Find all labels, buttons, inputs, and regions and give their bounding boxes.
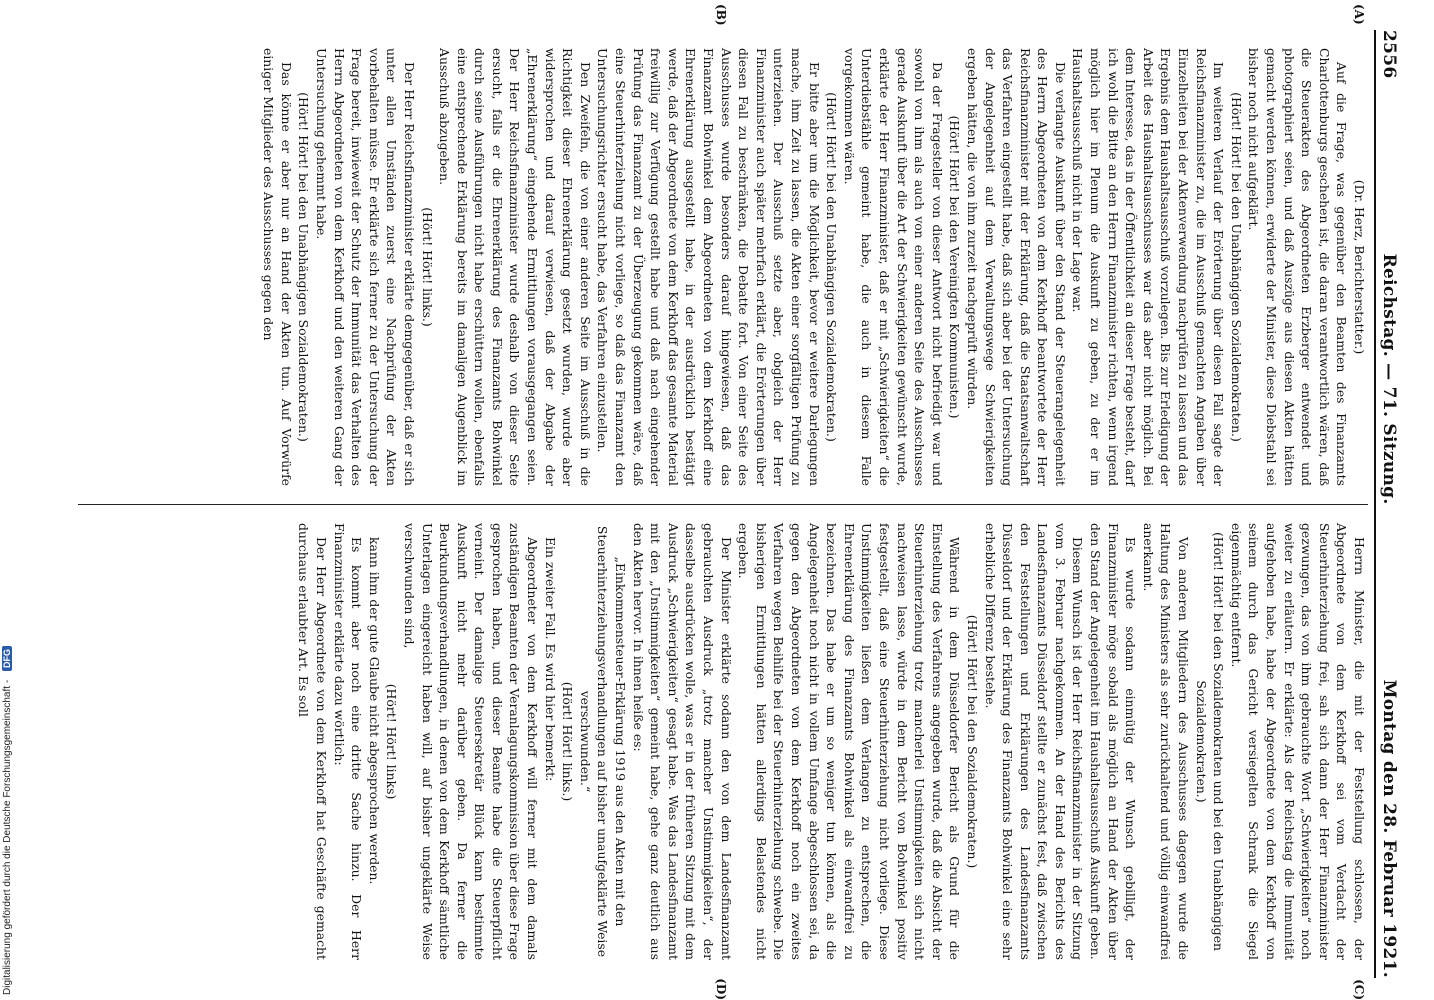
page-header [1374,30,1399,978]
paragraph: Auf die Frage, was gegenüber den Beamten des Finanzamts Charlottenburgs geschehen ist, die daran verantwortlich wären, daß die Steuerakten des Abgeordneten Erzberger entwendet und photographiert seien, und daß Auszüge aus diesen Akten hätten gemacht werden können, erwiderte der Minister, diese Diebstahl sei bisher noch nicht aufgeklärt. [1246,48,1350,486]
left-column [78,30,1368,504]
session-title: Reichstag. — 71. Sitzung. [1379,253,1399,505]
paragraph: Es kommt aber noch eine dritte Sache hinzu. Der Herr Finanzminister erklärte dazu wörtlich: [331,523,365,960]
paragraph: (Hört! Hört! bei den Sozialdemokraten und bei den Unabhängigen Sozialdemokraten.) [1193,531,1227,952]
paragraph: Von anderen Mitgliedern des Ausschusses dagegen wurde die Haltung des Ministers als sehr zurückhaltend und völlig einwandfrei anerkannt. [1140,523,1192,960]
paragraph: Es wurde sodann einmütig der Wunsch gebilligt, der Finanzminister möge sobald als möglich an Hand der Akten über den Stand der Angelegenheit im Haushaltsausschuß Auskunft geben. [1088,523,1139,960]
paragraph: Da der Fragesteller von dieser Antwort nicht befriedigt war und sowohl von ihm als auch von einer anderen Seite des Ausschusses gerade Auskunft über die Art der Schwierigkeiten gewünscht wurde, erklärte der Herr Finanzminister, daß er mit „Schwierigkeiten“ die Unterdiebstähle gemeint habe, die auch in diesem Falle vorgekommen wären. [841,48,945,486]
paragraph: Das könne er aber nur an Hand der Akten tun. Auf Vorwürfe einiger Mitglieder des Ausschusses gegen den [261,48,294,486]
digitization-credit [2,646,13,995]
margin-marker-d: (D) [714,978,728,1000]
paragraph: Diesem Wunsch ist der Herr Reichsfinanzminister in der Sitzung vom 3. Februar nachgekommen. An der Hand des Berichts des Landesfinanzamts Düsseldorf stellte er zunächst fest, daß zwischen den Feststellungen und Erklärungen des Landesfinanzamts Düsseldorf und der Erklärung des Finanzamts Bohwinkel eine sehr erhebliche Differenz bestehe. [982,523,1086,960]
text-columns [78,4,1368,1000]
paragraph: „Einkommensteuer-Erklärung 1919 aus den Akten mit den Steuerhinterziehungsverhandlungen auf bisher unaufgeklärte Weise verschwunden.“ [577,525,629,958]
paragraph: Abgeordneter von dem Kerkhoff will ferner mit dem damals zuständigen Beamten der Veranlagungskommission über diese Frage gesprochen haben, und dieser Beamte habe die Steuerpflicht verneint. Der damalige Steuersekretär Blück kann bestimmte Auskunft nicht mehr darüber geben. Da ferner die Beurkundungsverhandlungen, in denen von dem Kerkhoff sämtliche Unterlagen eingereicht haben will, auf bisher ungeklärte Weise verschwunden sind, [401,523,541,960]
page-number: 2556 [1379,30,1399,79]
paragraph: Die verlangte Auskunft über den Stand der Steuerangelegenheit des Herrn Abgeordneten von dem Kerkhoff beantwortete der Herr Reichsfinanzminister mit der Erklärung, daß die Staatsanwaltschaft das Verfahren eingestellt habe, daß sich aber bei der Untersuchung der Angelegenheit auf dem Verwaltungswege Schwierigkeiten ergeben hätten, die von ihm zurzeit nachgeprüft würden. [964,48,1068,486]
margin-marker-a: (A) [1352,4,1366,25]
paragraph: Den Zweifeln, die von einer anderen Seite im Ausschuß in die Richtigkeit dieser Ehrenerklärung gesetzt wurden, wurde aber widersprochen und darauf verwiesen, daß der Abgabe der „Ehrenerklärung“ eingehende Ermittlungen vorausgegangen seien. Der Herr Reichsfinanzminister wurde deshalb von dieser Seite ersucht, falls er die Ehrenerklärung des Finanzamts Bohwinkel durch seine Ausführungen nicht habe erschüttern wollen, ebenfalls eine entsprechende Erklärung bereits im damaligen Augenblick im Ausschuß abzugeben. [437,48,593,486]
paragraph: (Hört! Hört! bei den Unabhängigen Sozialdemokraten.) [1228,92,1244,442]
paragraph: (Hört! Hört! links.) [419,207,435,327]
dfg-logo: DFG [2,646,12,671]
session-date: Montag den 28. Februar 1921. [1379,679,1399,978]
paragraph: (Hört! Hört! links) [384,683,400,800]
right-column [78,504,1368,978]
document-page [17,0,1417,1000]
paragraph: (Hört! Hört! bei den Unabhängigen Sozialdemokraten.) [824,92,840,442]
paragraph: (Hört! Hört! links.) [560,681,576,802]
margin-marker-c: (C) [1352,979,1366,1000]
paragraph: Er bitte aber um die Möglichkeit, bevor er weitere Darlegungen mache, ihm Zeit zu lassen, die Akten einer sorgfältigen Prüfung zu unterziehen. Der Ausschuß setzte aber, obgleich der Herr Finanzminister auch später mehrfach erklärt, die Erörterungen über diesen Fall zu beschränken, die Debatte fort. Von einer Seite des Ausschusses wurde besonders darauf hingewiesen, daß das Finanzamt Bohwinkel dem Abgeordneten von dem Kerkhoff eine Ehrenerklärung ausgestellt habe, in der ausdrücklich bestätigt werde, daß der Abgeordnete von dem Kerkhoff das gesamte Material freiwillig zur Verfügung gestellt habe und daß nach eingehender Prüfung das Finanzamt zu der Überzeugung gekommen wäre, daß eine Steuerhinterziehung nicht vorliege, so daß das Finanzamt den Untersuchungsrichter ersucht habe, das Verfahren einzustellen. [595,48,822,486]
paragraph: (Dr. Herz, Berichterstatter.) [1352,179,1367,355]
footer-strip [0,0,20,1000]
paragraph: Der Herr Reichsfinanzminister erklärte demgegenüber, daß er sich unter allen Umständen zuerst eine Nachprüfung der Akten vorbehalten müsse. Er erklärte sich ferner zu der Untersuchung der Frage bereit, inwieweit der Schutz der Immunität das Verhalten des Herrn Abgeordneten von dem Kerkhoff und den weiteren Gang der Untersuchung gehemmt habe. [313,48,417,486]
paragraph: (Hört! Hört! bei den Vereinigten Kommunisten.) [947,115,963,419]
credit-text: Digitalisierung gefördert durch die Deutsche Forschungsgemeinschaft - [2,679,13,995]
paragraph: (Hört! Hört! bei den Unabhängigen Sozialdemokraten.) [296,92,312,442]
margin-marker-b: (B) [714,4,728,26]
paragraph: kann ihm der gute Glaube nicht abgesprochen werden. [366,537,382,885]
paragraph: Der Minister erklärte sodann den von dem Landesfinanzamt gebrauchten Ausdruck „trotz mancher Unstimmigkeiten“, der dasselbe ausdrücken wolle, was er in der früheren Sitzung mit dem Ausdruck „Schwierigkeiten“ gesagt habe. Was das Landesfinanzamt mit den „Unstimmigkeiten“ gemeint habe, gehe ganz deutlich aus den Akten hervor. In ihnen heiße es: [630,523,734,960]
paragraph: Während in dem Düsseldorfer Bericht als Grund für die Einstellung des Verfahrens angegeben wurde, daß die Absicht der Steuerhinterziehung trotz mancherlei Unstimmigkeiten sich nicht nachweisen lasse, würde in dem Bericht von Bohwinkel positiv festgestellt, daß eine Steuerhinterziehung nicht vorliege. Diese Unstimmigkeiten ließen dem Verlangen zu entsprechen, die Ehrenerklärung des Finanzamts Bohwinkel als einwandfrei zu bezeichnen. Das habe er um so weniger tun können, als die Angelegenheit noch nicht in vollem Umfange abgeschlossen sei, da gegen den Abgeordneten von dem Kerkhoff noch ein zweites Verfahren wegen Beihilfe bei der Steuerhinterziehung schwebe. Die bisherigen Ermittlungen hätten allerdings Belastendes nicht ergeben. [736,523,963,960]
paragraph: (Hört! Hört! bei den Sozialdemokraten.) [964,614,980,869]
paragraph: Der Herr Abgeordnete von dem Kerkhoff hat Geschäfte gemacht durchaus erlaubter Art. Es soll [296,523,329,960]
paragraph: Im weiteren Verlauf der Erörterung über diesen Fall sagte der Reichsfinanzminister zu, die im Ausschuß gemachten Angaben über Einzelheiten bei der Aktenverwendung nachprüfen zu lassen und das Ergebnis dem Haushaltsausschuß vorzulegen. Bis zur Erledigung der Arbeit des Haushaltsausschusses war das aber nicht möglich. Bei dem Interesse, das in der Öffentlichkeit an dieser Frage besteht, darf ich wohl die Bitte an den Herrn Finanzminister richten, wenn irgend möglich hier im Plenum die Auskunft zu geben, zu der er im Haushaltsausschuß nicht in der Lage war. [1070,48,1227,486]
paragraph: Herrn Minister, die mit der Feststellung schlossen, der Abgeordnete von dem Kerkhoff sei vom Verdacht der Steuerhinterziehung frei, sah sich dann der Herr Finanzminister gezwungen, das von ihm gebrauchte Wort „Schwierigkeiten“ noch weiter zu erläutern. Er erklärte: Als der Reichstag die Immunität aufgehoben habe, habe der Abgeordnete von dem Kerkhoff von seinem durch das Gericht versiegelten Schrank die Siegel eigenmächtig entfernt. [1228,523,1367,960]
paragraph: Ein zweiter Fall. Es wird hier bemerkt: [542,537,558,782]
